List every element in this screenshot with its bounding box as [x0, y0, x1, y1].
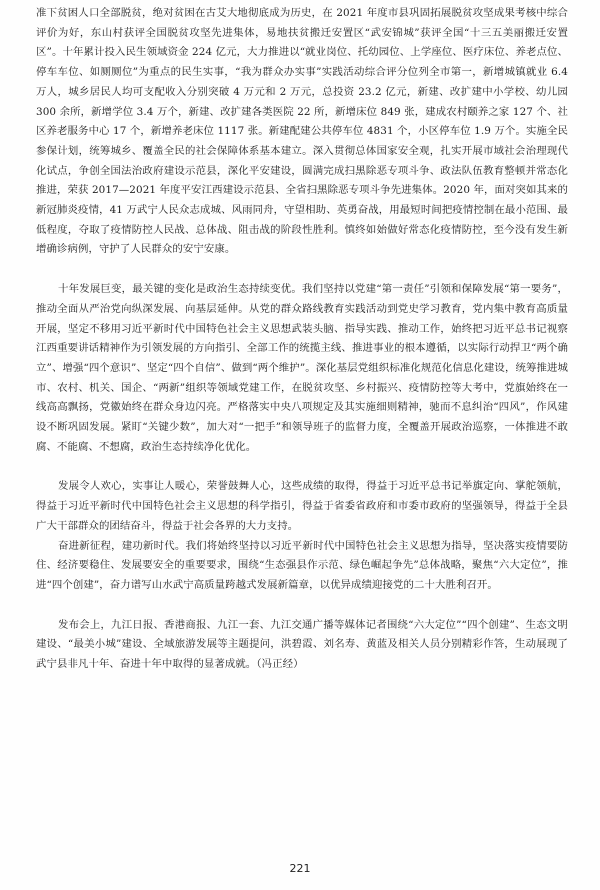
- paragraph-press-conference: 发布会上，九江日报、香港商报、九江一套、九江交通广播等媒体记者围绕“六大定位”“四个创建”、生态文明建设、“最美小城”建设、全域旅游发展等主题提问，洪碧霞、刘名寿、黄蓝及相关人员分别精彩作答，生动展现了武宁县非凡十年、奋进十年中取得的显著成就。（冯正经）: [36, 618, 568, 671]
- document-body: [36, 4, 568, 675]
- paragraph-achievements: 发展令人欢心，实事让人暖心，荣誉鼓舞人心，这些成绩的取得，得益于习近平总书记举旗定向、掌舵领航，得益于习近平新时代中国特色社会主义思想的科学指引，得益于省委省政府和市委市政府的坚强领导，得益于全县广大干部群众的团结奋斗，得益于社会各界的大力支持。: [36, 480, 568, 532]
- paragraph-livelihood: 准下贫困人口全部脱贫，绝对贫困在古艾大地彻底成为历史，在 2021 年度市县巩固拓展脱贫攻坚成果考核中综合评价为好，东山村获评全国脱贫攻坚先进集体，易地扶贫搬迁安置区“武安锦城”获评全国“十三五美丽搬迁安置区”。十年累计投入民生领域资金 224 亿元，大力推进以“就业岗位、托幼园位、上学座位、医疗床位、养老点位、停车车位、如厕厕位”为重点的民生实事，“我为群众办实事”实践活动综合评分位列全市第一，新增城镇就业 6.4 万人，城乡居民人均可支配收入分别突破 4 万元和 2 万元，总投资 23.2 亿元，新建、改扩建中小学校、幼儿园 300 余所，新增学位 3.4 万个，新建、改扩建各类医院 22 所，新增床位 849 张，建成农村颐养之家 127 个、社区养老服务中心 17 个，新增养老床位 1117 张。新建配建公共停车位 4831 个，小区停车位 1.9 万个。实施全民参保计划，统筹城乡、覆盖全民的社会保障体系基本建立。深入贯彻总体国家安全观，扎实开展市域社会治理现代化试点，争创全国法治政府建设示范县，深化平安建设，圆满完成扫黑除恶专项斗争、政法队伍教育整顿并常态化推进，荣获 2017—2021 年度平安江西建设示范县、全省扫黑除恶专项斗争先进集体。2020 年，面对突如其来的新冠肺炎疫情，41 万武宁人民众志成城、风雨同舟，守望相助、英勇奋战，用最短时间把疫情控制在最小范围、最低程度，夺取了疫情防控人民战、总体战、阻击战的阶段性胜利。慎终如始做好常态化疫情防控，至今没有发生新增确诊病例，守护了人民群众的安宁安康。: [36, 7, 568, 256]
- page-number: 221: [289, 862, 311, 875]
- paragraph-new-journey: 奋进新征程，建功新时代。我们将始终坚持以习近平新时代中国特色社会主义思想为指导，坚决落实疫情要防住、经济要稳住、发展要安全的重要要求，围绕“生态强县作示范、绿色崛起争先”总体战略，聚焦“六大定位”，推进“四个创建”，奋力谱写山水武宁高质量跨越式发展新篇章，以优异成绩迎接党的二十大胜利召开。: [36, 539, 568, 591]
- paragraph-political-ecology: 十年发展巨变，最关键的变化是政治生态持续变优。我们坚持以党建“第一责任”引领和保障发展“第一要务”，推动全面从严治党向纵深发展、向基层延伸。从党的群众路线教育实践活动到党史学习教育，党内集中教育高质量开展，坚定不移用习近平新时代中国特色社会主义思想武装头脑、指导实践、推动工作，始终把习近平总书记视察江西重要讲话精神作为引领发展的方向指引、全部工作的统揽主线、推进事业的根本遵循，以实际行动捍卫“两个确立”、增强“四个意识”、坚定“四个自信”、做到“两个维护”。深化基层党组织标准化规范化信息化建设，统筹推进城市、农村、机关、国企、“两新”组织等领域党建工作，在脱贫攻坚、乡村振兴、疫情防控等大考中，党旗始终在一线高高飘扬，党徽始终在群众身边闪亮。严格落实中央八项规定及其实施细则精神，驰而不息纠治“四风”，作风建设不断巩固发展。紧盯“关键少数”，加大对“一把手”和领导班子的监督力度，全覆盖开展政治巡察，一体推进不敢腐、不能腐、不想腐，政治生态持续净化优化。: [36, 283, 568, 453]
